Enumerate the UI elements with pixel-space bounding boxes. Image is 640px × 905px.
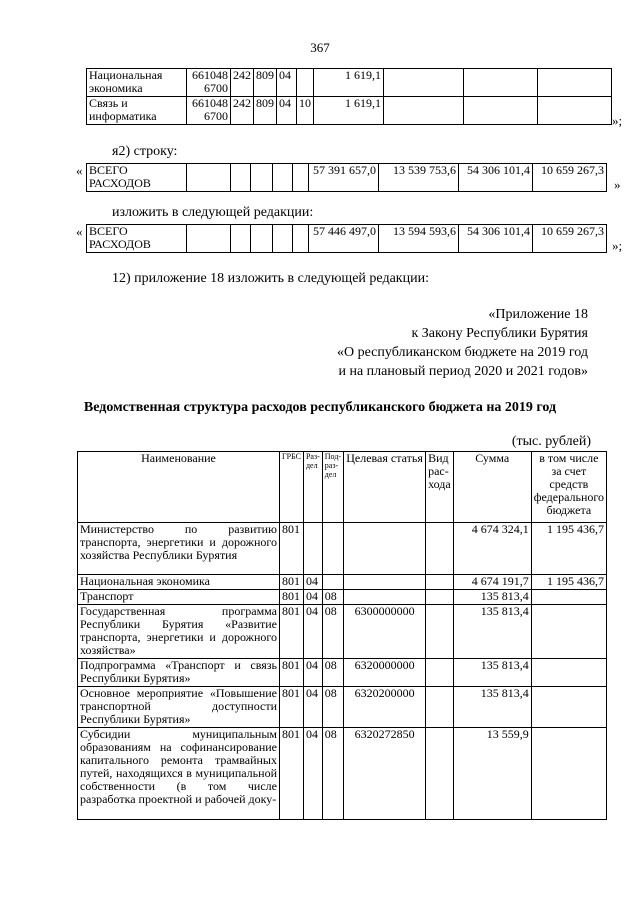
cell bbox=[426, 728, 454, 820]
cell: 04 bbox=[303, 575, 322, 590]
cell bbox=[531, 687, 606, 728]
cell bbox=[231, 164, 251, 192]
header-name: Наименование bbox=[78, 452, 280, 523]
page-number: 367 bbox=[310, 40, 330, 55]
cell: 10 659 267,3 bbox=[533, 164, 607, 192]
cell bbox=[426, 659, 454, 687]
appendix-line: «О республиканском бюджете на 2019 год bbox=[337, 345, 588, 360]
cell: 809 bbox=[254, 69, 277, 97]
cell: 13 539 753,6 bbox=[379, 164, 459, 192]
row-name: Государственная программа Республики Бурятия «Развитие транспорта, энергетики и дорожного хозяйства» bbox=[78, 605, 280, 659]
cell: 4 674 191,7 bbox=[453, 575, 531, 590]
table-row bbox=[78, 659, 607, 687]
cell bbox=[384, 69, 464, 97]
cell: 135 813,4 bbox=[453, 659, 531, 687]
cell: 801 bbox=[280, 590, 304, 605]
cell: 04 bbox=[277, 97, 297, 125]
cell bbox=[384, 97, 464, 125]
row-name: Министерство по развитию транспорта, энергетики и дорожного хозяйства Республики Бурятия bbox=[78, 523, 280, 575]
cell bbox=[187, 164, 231, 192]
closing-quote: » bbox=[614, 177, 621, 192]
opening-quote: « bbox=[76, 224, 83, 239]
header-grbs: ГРБС bbox=[280, 452, 304, 523]
appendix-line: к Закону Республики Бурятия bbox=[411, 326, 588, 341]
cell: 242 bbox=[231, 97, 254, 125]
continuation-table bbox=[86, 68, 612, 125]
cell: 04 bbox=[303, 590, 322, 605]
row-name: Национальная экономика bbox=[78, 575, 280, 590]
cell bbox=[344, 590, 426, 605]
cell bbox=[293, 164, 309, 192]
cell bbox=[273, 164, 293, 192]
cell bbox=[426, 590, 454, 605]
cell: 54 306 101,4 bbox=[459, 225, 533, 253]
cell bbox=[231, 225, 251, 253]
table-row bbox=[87, 97, 612, 125]
cell: 1 195 436,7 bbox=[531, 575, 606, 590]
cell: 4 674 324,1 bbox=[453, 523, 531, 575]
cell: 04 bbox=[277, 69, 297, 97]
cell: 6320272850 bbox=[344, 728, 426, 820]
cell bbox=[531, 659, 606, 687]
cell: 13 594 593,6 bbox=[379, 225, 459, 253]
row-name: Связь и информатика bbox=[87, 97, 187, 125]
cell bbox=[538, 69, 612, 97]
header-razdel: Раз-дел bbox=[303, 452, 322, 523]
cell: 801 bbox=[280, 605, 304, 659]
table-row bbox=[87, 225, 607, 253]
cell bbox=[538, 97, 612, 125]
total-row-table-new bbox=[86, 224, 607, 253]
cell: 57 446 497,0 bbox=[309, 225, 379, 253]
row-name: Подпрограмма «Транспорт и связь Республики Бурятия» bbox=[78, 659, 280, 687]
cell: 6320000000 bbox=[344, 659, 426, 687]
header-vid: Вид рас-хода bbox=[426, 452, 454, 523]
row-name: Национальная экономика bbox=[87, 69, 187, 97]
row-name: ВСЕГО РАСХОДОВ bbox=[87, 225, 187, 253]
row-name: Транспорт bbox=[78, 590, 280, 605]
cell bbox=[426, 523, 454, 575]
header-federal: в том числе за счет средств федерального бюджета bbox=[531, 452, 606, 523]
table-row bbox=[87, 164, 607, 192]
header-podrazdel: Под-раз-дел bbox=[322, 452, 343, 523]
cell bbox=[344, 575, 426, 590]
table-header-row bbox=[78, 452, 607, 523]
table-row bbox=[78, 523, 607, 575]
cell: 801 bbox=[280, 659, 304, 687]
cell bbox=[426, 687, 454, 728]
cell: 661048 6700 bbox=[187, 97, 231, 125]
cell: 08 bbox=[322, 687, 343, 728]
cell: 10 659 267,3 bbox=[533, 225, 607, 253]
cell: 54 306 101,4 bbox=[459, 164, 533, 192]
cell: 57 391 657,0 bbox=[309, 164, 379, 192]
row-name: Основное мероприятие «Повышение транспортной доступности Республики Бурятия» bbox=[78, 687, 280, 728]
cell bbox=[293, 225, 309, 253]
table-row bbox=[78, 728, 607, 820]
paragraph-replace: изложить в следующей редакции: bbox=[112, 205, 314, 220]
table-row bbox=[78, 575, 607, 590]
closing-quote: »; bbox=[612, 113, 623, 128]
appendix-line: «Приложение 18 bbox=[488, 307, 588, 322]
table-row bbox=[78, 605, 607, 659]
cell bbox=[297, 69, 314, 97]
appendix-line: и на плановый период 2020 и 2021 годов» bbox=[338, 364, 588, 379]
cell: 1 195 436,7 bbox=[531, 523, 606, 575]
appendix-header bbox=[188, 305, 588, 381]
cell bbox=[464, 97, 538, 125]
row-name: ВСЕГО РАСХОДОВ bbox=[87, 164, 187, 192]
header-sum: Сумма bbox=[453, 452, 531, 523]
cell bbox=[251, 225, 273, 253]
cell bbox=[426, 605, 454, 659]
table-row bbox=[87, 69, 612, 97]
opening-quote: « bbox=[76, 163, 83, 178]
budget-structure-table bbox=[77, 451, 607, 820]
total-row-table-old bbox=[86, 163, 607, 192]
cell bbox=[344, 523, 426, 575]
cell: 08 bbox=[322, 728, 343, 820]
units-label: (тыс. рублей) bbox=[511, 434, 591, 449]
cell bbox=[322, 575, 343, 590]
cell bbox=[531, 605, 606, 659]
cell: 1 619,1 bbox=[314, 69, 384, 97]
cell: 6300000000 bbox=[344, 605, 426, 659]
cell bbox=[464, 69, 538, 97]
cell: 6320200000 bbox=[344, 687, 426, 728]
cell: 135 813,4 bbox=[453, 605, 531, 659]
paragraph-item12: 12) приложение 18 изложить в следующей редакции: bbox=[112, 271, 429, 286]
cell: 801 bbox=[280, 575, 304, 590]
cell: 242 bbox=[231, 69, 254, 97]
cell bbox=[303, 523, 322, 575]
cell: 801 bbox=[280, 687, 304, 728]
cell: 135 813,4 bbox=[453, 590, 531, 605]
cell bbox=[187, 225, 231, 253]
table-row bbox=[78, 687, 607, 728]
cell bbox=[426, 575, 454, 590]
cell: 135 813,4 bbox=[453, 687, 531, 728]
row-name: Субсидии муниципальным образованиям на софинансирование капитального ремонта трамвайных путей, находящихся в муниципальной собственности (в том числе разработка проектной и рабочей доку- bbox=[78, 728, 280, 820]
cell bbox=[531, 590, 606, 605]
cell: 809 bbox=[254, 97, 277, 125]
cell: 04 bbox=[303, 687, 322, 728]
cell: 801 bbox=[280, 523, 304, 575]
cell: 04 bbox=[303, 728, 322, 820]
document-title: Ведомственная структура расходов республиканского бюджета на 2019 год bbox=[83, 400, 557, 415]
cell: 08 bbox=[322, 605, 343, 659]
cell bbox=[273, 225, 293, 253]
header-target: Целевая статья bbox=[344, 452, 426, 523]
cell: 04 bbox=[303, 659, 322, 687]
cell: 801 bbox=[280, 728, 304, 820]
cell: 08 bbox=[322, 590, 343, 605]
cell: 08 bbox=[322, 659, 343, 687]
cell: 10 bbox=[297, 97, 314, 125]
cell bbox=[531, 728, 606, 820]
table-row bbox=[78, 590, 607, 605]
closing-quote: »; bbox=[612, 238, 623, 253]
paragraph-ya2: я2) строку: bbox=[112, 144, 178, 159]
cell bbox=[251, 164, 273, 192]
cell: 13 559,9 bbox=[453, 728, 531, 820]
cell: 1 619,1 bbox=[314, 97, 384, 125]
cell bbox=[322, 523, 343, 575]
cell: 661048 6700 bbox=[187, 69, 231, 97]
cell: 04 bbox=[303, 605, 322, 659]
